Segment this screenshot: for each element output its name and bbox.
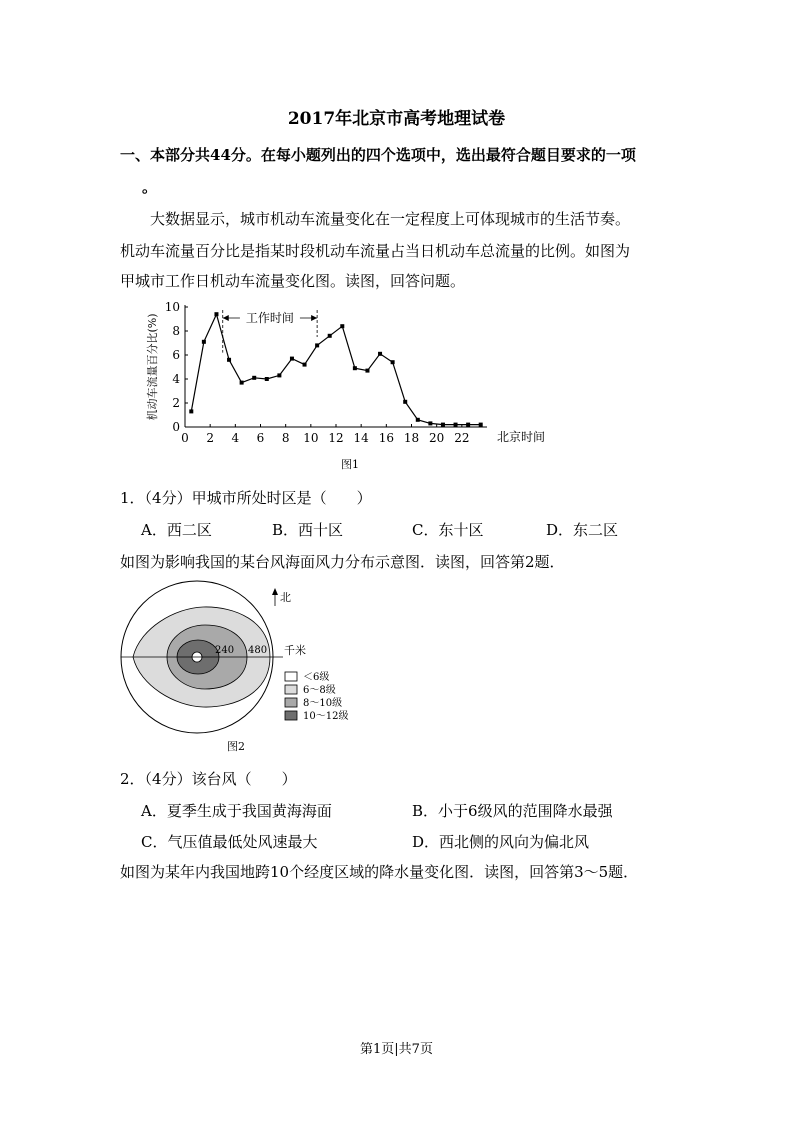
question-2-option-b[interactable]: B．小于6级风的范围降水最强 <box>412 802 613 820</box>
page-footer: 第1页|共7页 <box>360 1042 433 1057</box>
x-tick-label: 22 <box>454 431 470 445</box>
question-2-option-d[interactable]: D．西北侧的风向为偏北风 <box>412 833 590 851</box>
question-2-option-c[interactable]: C．气压值最低处风速最大 <box>141 833 318 851</box>
x-tick-label: 8 <box>281 431 290 445</box>
x-axis-label: 北京时间 <box>497 430 546 444</box>
data-point <box>202 340 206 344</box>
x-tick-label: 10 <box>303 431 319 445</box>
intro-line-2: 机动车流量百分比是指某时段机动车流量占当日机动车总流量的比例。如图为 <box>120 242 631 260</box>
data-point <box>277 373 281 377</box>
figure-1-chart <box>140 296 570 476</box>
data-point <box>303 363 307 367</box>
y-tick-label: 2 <box>172 396 180 410</box>
question-2-stem: 2．（4分）该台风（ ） <box>120 770 297 788</box>
data-point <box>428 421 432 425</box>
series-line <box>191 314 480 424</box>
arrow-left-icon <box>223 315 229 321</box>
y-tick-label: 0 <box>172 420 180 434</box>
y-tick-label: 4 <box>172 372 180 386</box>
question-2-option-a[interactable]: A．夏季生成于我国黄海海面 <box>141 802 332 820</box>
data-point <box>240 381 244 385</box>
question-1-option-d[interactable]: D．东二区 <box>546 521 619 539</box>
data-point <box>416 418 420 422</box>
north-label: 北 <box>280 591 291 604</box>
x-tick-label: 16 <box>378 431 394 445</box>
data-point <box>189 409 193 413</box>
y-axis-label: 机动车流量百分比(%) <box>146 313 159 421</box>
x-tick-label: 2 <box>206 431 214 445</box>
figure-2-caption: 图2 <box>227 740 245 753</box>
scale-label-240: 240 <box>215 645 235 656</box>
data-point <box>290 357 294 361</box>
typhoon-intro: 如图为影响我国的某台风海面风力分布示意图．读图，回答第2题． <box>120 553 565 571</box>
legend-label: 10～12级 <box>303 711 349 722</box>
intro-line-3: 甲城市工作日机动车流量变化图。读图，回答问题。 <box>120 272 466 290</box>
y-tick-label: 8 <box>172 324 180 338</box>
page-title: 2017年北京市高考地理试卷 <box>287 109 506 129</box>
data-point <box>340 324 344 328</box>
intro-line-1: 大数据显示，城市机动车流量变化在一定程度上可体现城市的生活节奏。 <box>150 210 631 228</box>
figure-1-caption: 图1 <box>341 458 359 471</box>
north-arrow-icon <box>272 588 278 595</box>
x-tick-label: 4 <box>231 431 240 445</box>
data-point <box>328 334 332 338</box>
arrow-right-icon <box>311 315 317 321</box>
legend-swatch <box>285 685 297 694</box>
question-3-intro: 如图为某年内我国地跨10个经度区域的降水量变化图．读图，回答第3～5题． <box>120 863 639 881</box>
x-tick-label: 0 <box>181 431 189 445</box>
data-point <box>315 343 319 347</box>
question-1-option-b[interactable]: B．西十区 <box>272 521 344 539</box>
figure-2-diagram <box>115 578 375 756</box>
x-tick-label: 20 <box>429 431 445 445</box>
data-point <box>227 358 231 362</box>
legend-swatch <box>285 711 297 720</box>
data-point <box>265 377 269 381</box>
legend-swatch <box>285 672 297 681</box>
y-tick-label: 6 <box>172 348 180 362</box>
data-point <box>365 369 369 373</box>
section-heading: 一、本部分共44分。在每小题列出的四个选项中，选出最符合题目要求的一项 <box>120 146 636 164</box>
data-point <box>466 423 470 427</box>
legend-label: 6～8级 <box>303 685 336 696</box>
y-tick-label: 10 <box>164 300 180 314</box>
scale-unit: 千米 <box>284 644 306 657</box>
data-point <box>353 366 357 370</box>
data-point <box>403 400 407 404</box>
legend-label: ＜6级 <box>303 672 330 683</box>
legend-label: 8～10级 <box>303 698 343 709</box>
section-heading-end: 。 <box>142 178 158 196</box>
data-point <box>378 352 382 356</box>
x-tick-label: 18 <box>403 431 420 445</box>
data-point <box>391 360 395 364</box>
x-tick-label: 14 <box>353 431 369 445</box>
data-point <box>252 376 256 380</box>
question-1-option-c[interactable]: C．东十区 <box>412 521 484 539</box>
x-tick-label: 6 <box>256 431 265 445</box>
question-1-option-a[interactable]: A．西二区 <box>141 521 212 539</box>
legend-swatch <box>285 698 297 707</box>
data-point <box>214 312 218 316</box>
work-time-annotation: 工作时间 <box>245 311 294 325</box>
scale-label-480: 480 <box>248 645 268 656</box>
data-point <box>479 423 483 427</box>
question-1-stem: 1．（4分）甲城市所处时区是（ ） <box>120 489 372 507</box>
x-tick-label: 12 <box>328 431 344 445</box>
data-point <box>454 423 458 427</box>
data-point <box>441 423 445 427</box>
